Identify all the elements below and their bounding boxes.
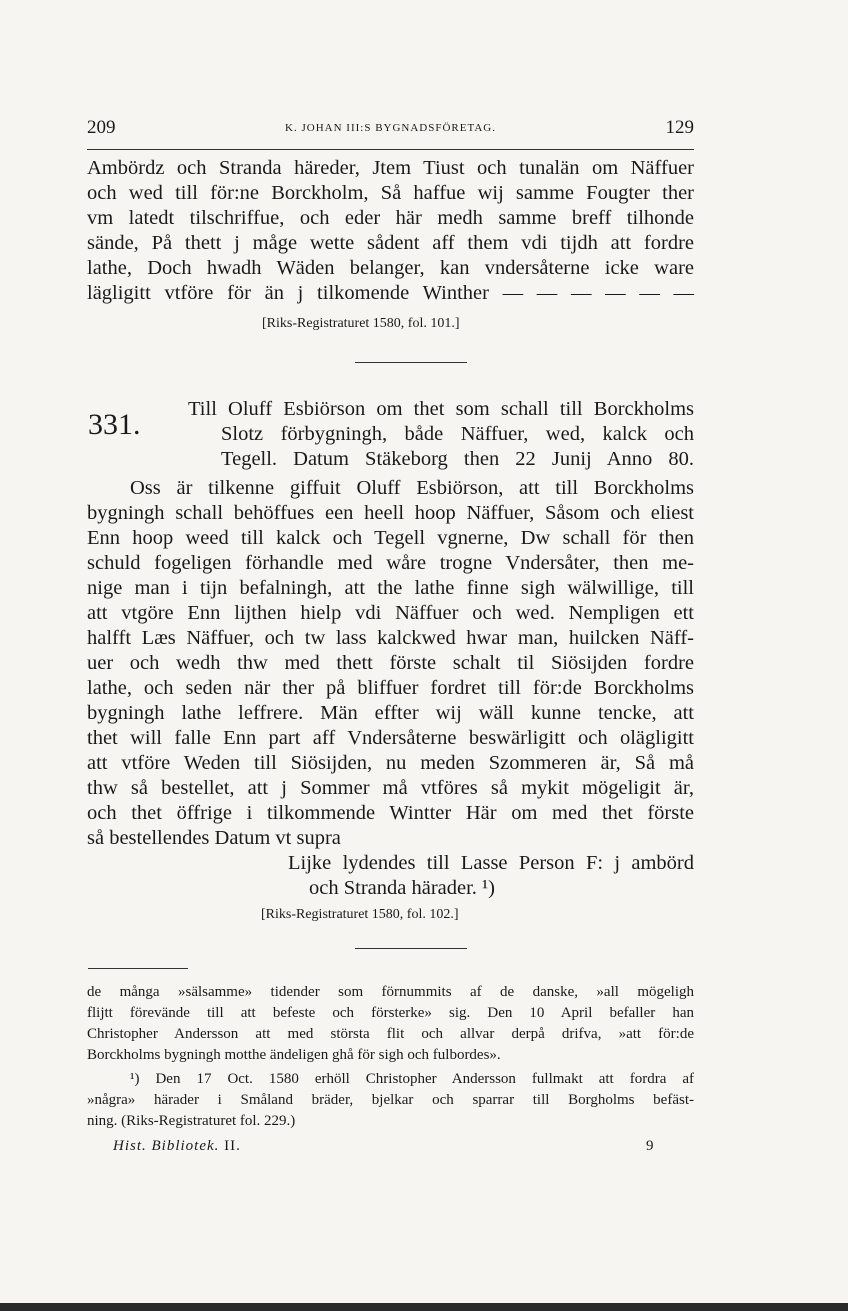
title-line: Till Oluff Esbiörson om thet som schall till Borckholms bbox=[188, 398, 694, 420]
intro-line: sände, På thett j måge wette sådent aff them vdi tijdh att fordre bbox=[87, 232, 694, 254]
source-reference: [Riks-Registraturet 1580, fol. 101.] bbox=[262, 316, 460, 331]
body-line: Enn hoop weed till kalck och Tegell vgnerne, Dw schall för then bbox=[87, 527, 694, 549]
body-line: bygningh schall behöffues een heell hoop Näffuer, Såsom och eliest bbox=[87, 502, 694, 524]
sheet-signature: 9 bbox=[646, 1138, 654, 1154]
intro-line: lathe, Doch hwadh Wäden belanger, kan vndersåterne icke ware bbox=[87, 257, 694, 279]
body-line: uer och wedh thw med thett förste schalt til Siösijden fordre bbox=[87, 652, 694, 674]
body-line: och thet öffrige i tilkommende Wintter Här om med thet förste bbox=[87, 802, 694, 824]
body-line: schuld fogeligen förhandle med wåre trogne Vndersåter, then me- bbox=[87, 552, 694, 574]
left-page-number: 209 bbox=[87, 117, 116, 138]
body-line: halfft Læs Näffuer, och tw lass kalckwed hwar man, huilcken Näff- bbox=[87, 627, 694, 649]
footnote-line: »några» härader i Småland bräder, bjelkar och sparrar till Borgholms befäst- bbox=[87, 1092, 694, 1108]
body-line: så bestellendes Datum vt supra bbox=[87, 827, 341, 849]
intro-line: Ambördz och Stranda häreder, Jtem Tiust och tunalän om Näffuer bbox=[87, 157, 694, 179]
body-line: lathe, och seden när ther på bliffuer fordret till för:de Borckholms bbox=[87, 677, 694, 699]
series-signature bbox=[113, 1138, 241, 1155]
scan-edge bbox=[0, 1303, 848, 1311]
series-name: Hist. Bibliotek. bbox=[113, 1138, 220, 1154]
body-line: thet will falle Enn part aff Vndersåterne beswärligitt och olägligitt bbox=[87, 727, 694, 749]
intro-line: och wed till för:ne Borckholm, Så haffue wij samme Fougter ther bbox=[87, 182, 694, 204]
document-number: 331. bbox=[88, 408, 141, 441]
footnote-line: Christopher Andersson att med största flit och allvar derpå drifva, »att för:de bbox=[87, 1026, 694, 1042]
body-line: nige man i tijn befalningh, att the lathe finne sigh wälwillige, till bbox=[87, 577, 694, 599]
intro-line: vm latedt tilschriffue, och eder här medh samme breff tilhonde bbox=[87, 207, 694, 229]
body-line: att vtgöre Enn lijthen hielp vdi Näffuer och wed. Nempligen ett bbox=[87, 602, 694, 624]
closing-line: Lijke lydendes till Lasse Person F: j ambörd bbox=[288, 852, 694, 874]
body-line: att vtföre Weden till Siösijden, nu meden Szommeren är, Så må bbox=[87, 752, 694, 774]
running-title: K. JOHAN III:S BYGNADSFÖRETAG. bbox=[285, 122, 496, 134]
footnote-line: flijtt förevände till att befeste och försterke» sig. Den 10 April befaller han bbox=[87, 1005, 694, 1021]
title-line: Tegell. Datum Stäkeborg then 22 Junij Anno 80. bbox=[221, 448, 694, 470]
closing-line: och Stranda härader. ¹) bbox=[309, 877, 496, 899]
running-header bbox=[87, 117, 694, 143]
right-page-number: 129 bbox=[665, 117, 694, 138]
footnote-line: Borckholms bygningh motthe ändeligen ghå för sigh och fulbordes». bbox=[87, 1047, 501, 1063]
footnote-line: ning. (Riks-Registraturet fol. 229.) bbox=[87, 1113, 296, 1129]
body-line: Oss är tilkenne giffuit Oluff Esbiörson, att till Borckholms bbox=[130, 477, 694, 499]
body-line: bygningh lathe leffrere. Män effter wij wäll kunne tencke, att bbox=[87, 702, 694, 724]
title-line: Slotz förbygningh, både Näffuer, wed, kalck och bbox=[221, 423, 694, 445]
section-divider bbox=[355, 362, 467, 363]
body-line: thw så bestellet, att j Sommer må vtföres så mykit mögeligit är, bbox=[87, 777, 694, 799]
header-rule bbox=[87, 149, 694, 150]
footnote-rule bbox=[88, 968, 188, 969]
intro-line: lägligitt vtföre för än j tilkomende Winther — — — — — — bbox=[87, 282, 694, 304]
section-divider bbox=[355, 948, 467, 949]
footnote-line: de många »sälsamme» tidender som förnummits af de danske, »all mögeligh bbox=[87, 984, 694, 1000]
series-volume: II. bbox=[224, 1138, 241, 1154]
footnote-line: ¹) Den 17 Oct. 1580 erhöll Christopher Andersson fullmakt att fordra af bbox=[130, 1071, 694, 1087]
source-reference: [Riks-Registraturet 1580, fol. 102.] bbox=[261, 907, 459, 922]
